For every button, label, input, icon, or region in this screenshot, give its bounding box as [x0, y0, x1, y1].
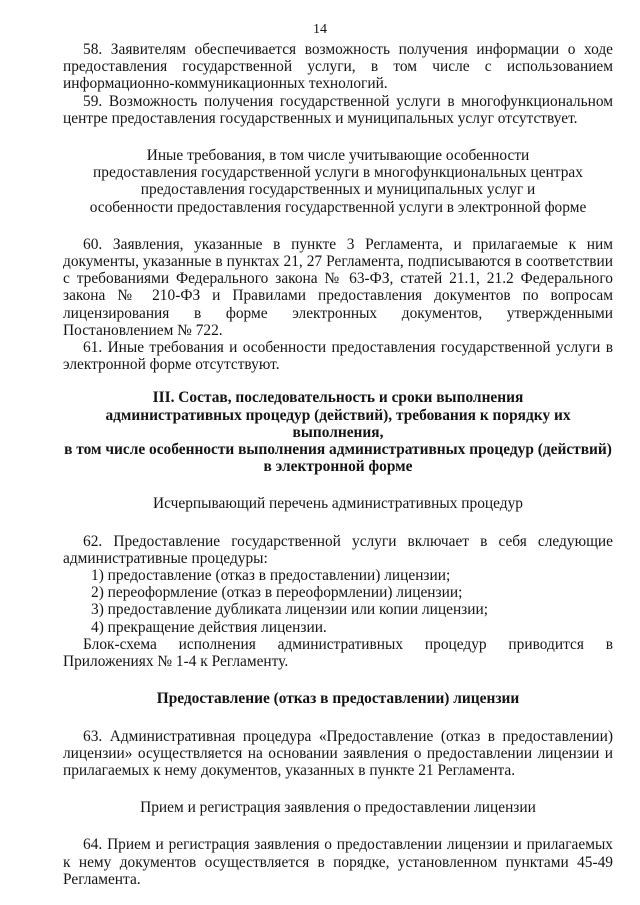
list-item: 3) предоставление дубликата лицензии или копии лицензии;: [91, 601, 489, 619]
paragraph-58: 58. Заявителям обеспечивается возможность получения информации о ходе предоставления государственной услуги, в том числе с использованием информационно-коммуникационных технологий.: [63, 41, 613, 93]
paragraph-flowchart: Блок-схема исполнения административных процедур приводится в Приложениях № 1-4 к Регламенту.: [63, 635, 613, 671]
paragraph-59: 59. Возможность получения государственной услуги в многофункциональном центре предоставления государственных и муниципальных услуг отсутствует.: [63, 92, 613, 127]
heading-license-provision: Предоставление (отказ в предоставлении) лицензии: [156, 690, 520, 708]
page-number: 14: [313, 22, 327, 37]
section-heading-line: III. Состав, последовательность и сроки выполнения: [152, 389, 524, 407]
paragraph-64: 64. Прием и регистрация заявления о предоставлении лицензии и прилагаемых к нему документов осуществляется в порядке, установленном пунктами 45-49 Регламента.: [63, 836, 613, 888]
heading-line: предоставления государственных и муниципальных услуг и: [140, 181, 536, 199]
paragraph-61: 61. Иные требования и особенности предоставления государственной услуги в электронной форме отсутствуют.: [63, 339, 613, 374]
list-item: 1) предоставление (отказ в предоставлении) лицензии;: [91, 567, 451, 585]
document-body: [63, 41, 613, 888]
list-item: 4) прекращение действия лицензии.: [91, 618, 327, 636]
list-item: 2) переоформление (отказ в переоформлении) лицензии;: [91, 584, 463, 602]
heading-line: предоставления государственной услуги в многофункциональных центрах: [93, 164, 583, 182]
paragraph-62: 62. Предоставление государственной услуги включает в себя следующие административные процедуры:: [63, 532, 613, 567]
heading-line: Иные требования, в том числе учитывающие особенности: [146, 147, 530, 165]
heading-line: особенности предоставления государственной услуги в электронной форме: [89, 198, 587, 216]
procedures-list: [63, 567, 613, 636]
section-heading-line: в том числе особенности выполнения административных процедур (действий): [64, 441, 612, 459]
paragraph-63: 63. Административная процедура «Предоставление (отказ в предоставлении) лицензии» осуществляется на основании заявления о предоставлении лицензии и прилагаемых к нему документов, указанных в пункте 21 Регламента.: [63, 727, 613, 779]
heading-procedures-list: Исчерпывающий перечень административных процедур: [153, 495, 523, 513]
section-heading-line: административных процедур (действий), требования к порядку их выполнения,: [105, 406, 571, 441]
heading-reception-registration: Прием и регистрация заявления о предоставлении лицензии: [140, 799, 536, 817]
section-heading-line: в электронной форме: [263, 458, 413, 476]
heading-other-requirements: [63, 147, 613, 216]
paragraph-60: 60. Заявления, указанные в пункте 3 Регламента, и прилагаемые к ним документы, указанные в пунктах 21, 27 Регламента, подписываются в соответствии с требованиями Федерального закона № 63-ФЗ, статей 21.1, 21.2 Федерального закона № 210-ФЗ и Правилами предоставления документов по вопросам лицензирования в форме электронных документов, утвержденными Постановлением № 722.: [63, 235, 613, 339]
section-heading-iii: [63, 389, 613, 475]
